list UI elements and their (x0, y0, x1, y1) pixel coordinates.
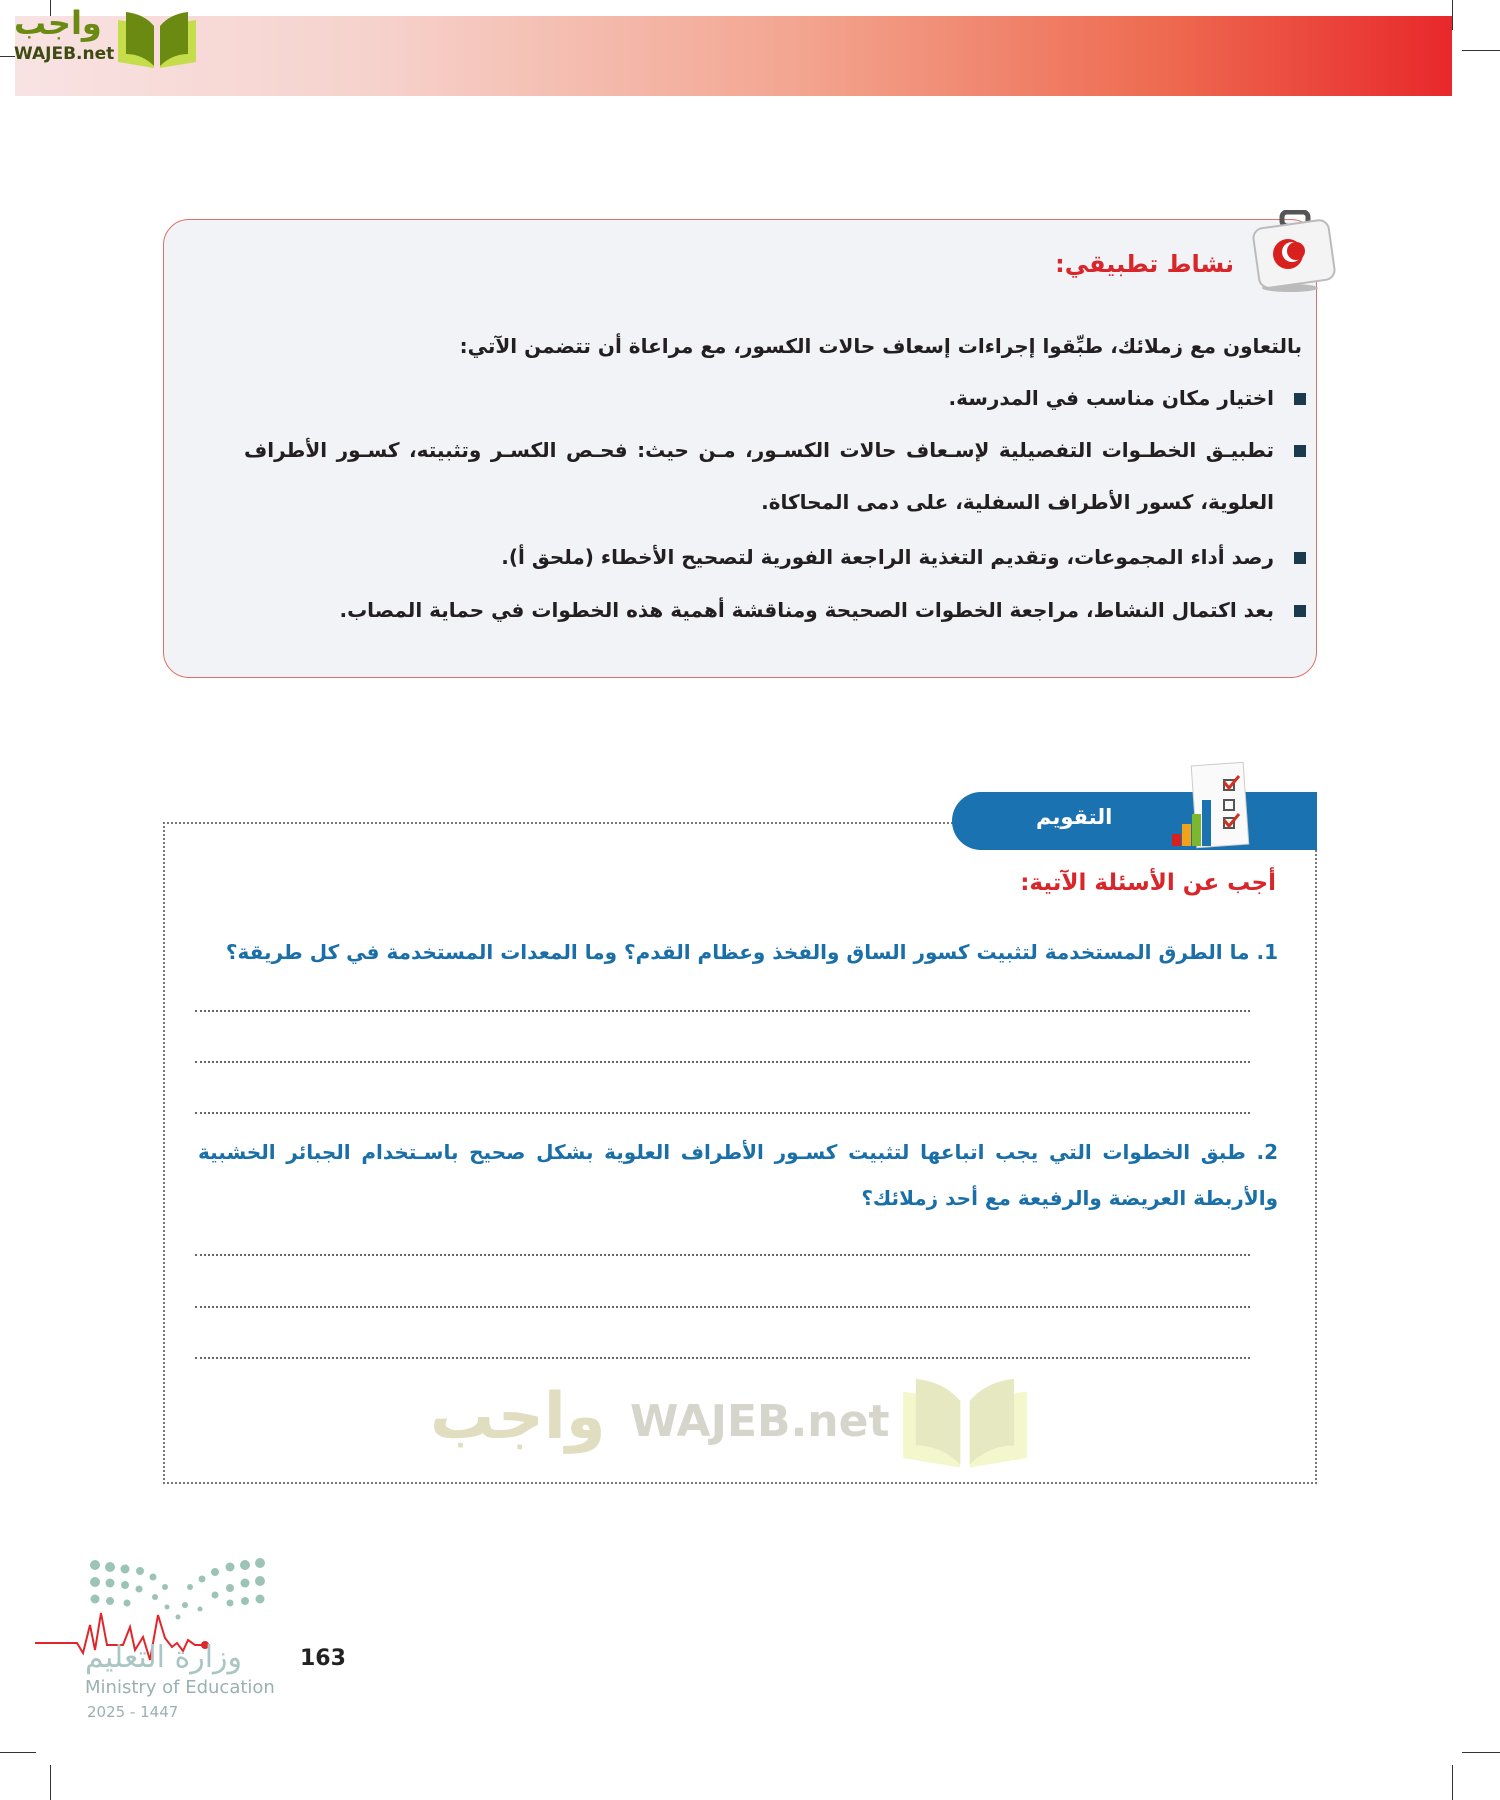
evaluation-tab-label: التقويم (1036, 805, 1113, 829)
crop-mark (0, 1752, 36, 1753)
book-icon (116, 8, 198, 68)
watermark-text-ar: واجب (430, 1380, 606, 1454)
question-2: 2. طبق الخطوات التي يجب اتباعها لتثبيت كسـور الأطراف العلوية بشكل صحيح باسـتخدام الجبائر الخشبية والأربطة العريضة والرفيعة مع أحد زملائك؟ (198, 1140, 1278, 1210)
crop-mark (1462, 50, 1500, 51)
logo-text-ar: واجب (14, 4, 102, 42)
page-number: 163 (300, 1646, 346, 1671)
wajeb-logo (10, 4, 190, 68)
crop-mark (50, 1765, 51, 1800)
activity-bullet: بعد اكتمال النشاط، مراجعة الخطوات الصحيحة ومناقشة أهمية هذه الخطوات في حماية المصاب. (244, 584, 1274, 636)
activity-bullet: رصد أداء المجموعات، وتقديم التغذية الراجعة الفورية لتصحيح الأخطاء (ملحق أ). (244, 531, 1274, 583)
activity-intro: بالتعاون مع زملائك، طبِّقوا إجراءات إسعاف حالات الكسور، مع مراعاة أن تتضمن الآتي: (459, 334, 1302, 358)
answer-line[interactable] (195, 1112, 1250, 1114)
crop-mark (1452, 1765, 1453, 1800)
crop-mark (1462, 1752, 1500, 1753)
evaluation-heading: أجب عن الأسئلة الآتية: (1020, 870, 1276, 896)
answer-line[interactable] (195, 1306, 1250, 1308)
watermark-text-en: WAJEB.net (630, 1396, 890, 1447)
question-1: 1. ما الطرق المستخدمة لتثبيت كسور الساق والفخذ وعظام القدم؟ وما المعدات المستخدمة في كل طريقة؟ (225, 940, 1278, 964)
evaluation-tab (952, 792, 1317, 850)
ministry-name-ar: وزارة التعليم (85, 1640, 243, 1675)
answer-line[interactable] (195, 1357, 1250, 1359)
first-aid-kit-icon (1248, 210, 1338, 294)
ministry-logo (35, 1555, 275, 1735)
answer-line[interactable] (195, 1254, 1250, 1256)
answer-line[interactable] (195, 1010, 1250, 1012)
activity-bullet: تطبيـق الخطـوات التفصيلية لإسـعاف حالات الكسـور، مـن حيث: فحـص الكسـر وتثبيته، كسـور الأطراف العلوية، كسور الأطراف السفلية، على دمى المحاكاة. (244, 424, 1274, 528)
crop-mark (1452, 0, 1453, 30)
logo-text-en: WAJEB.net (14, 44, 115, 64)
answer-line[interactable] (195, 1061, 1250, 1063)
activity-title: نشاط تطبيقي: (1055, 250, 1234, 278)
ministry-name-en: Ministry of Education (85, 1677, 275, 1698)
edition-year: 2025 - 1447 (87, 1703, 179, 1721)
checklist-chart-icon (1168, 760, 1258, 856)
header-banner (15, 16, 1452, 96)
activity-bullet: اختيار مكان مناسب في المدرسة. (244, 372, 1274, 424)
